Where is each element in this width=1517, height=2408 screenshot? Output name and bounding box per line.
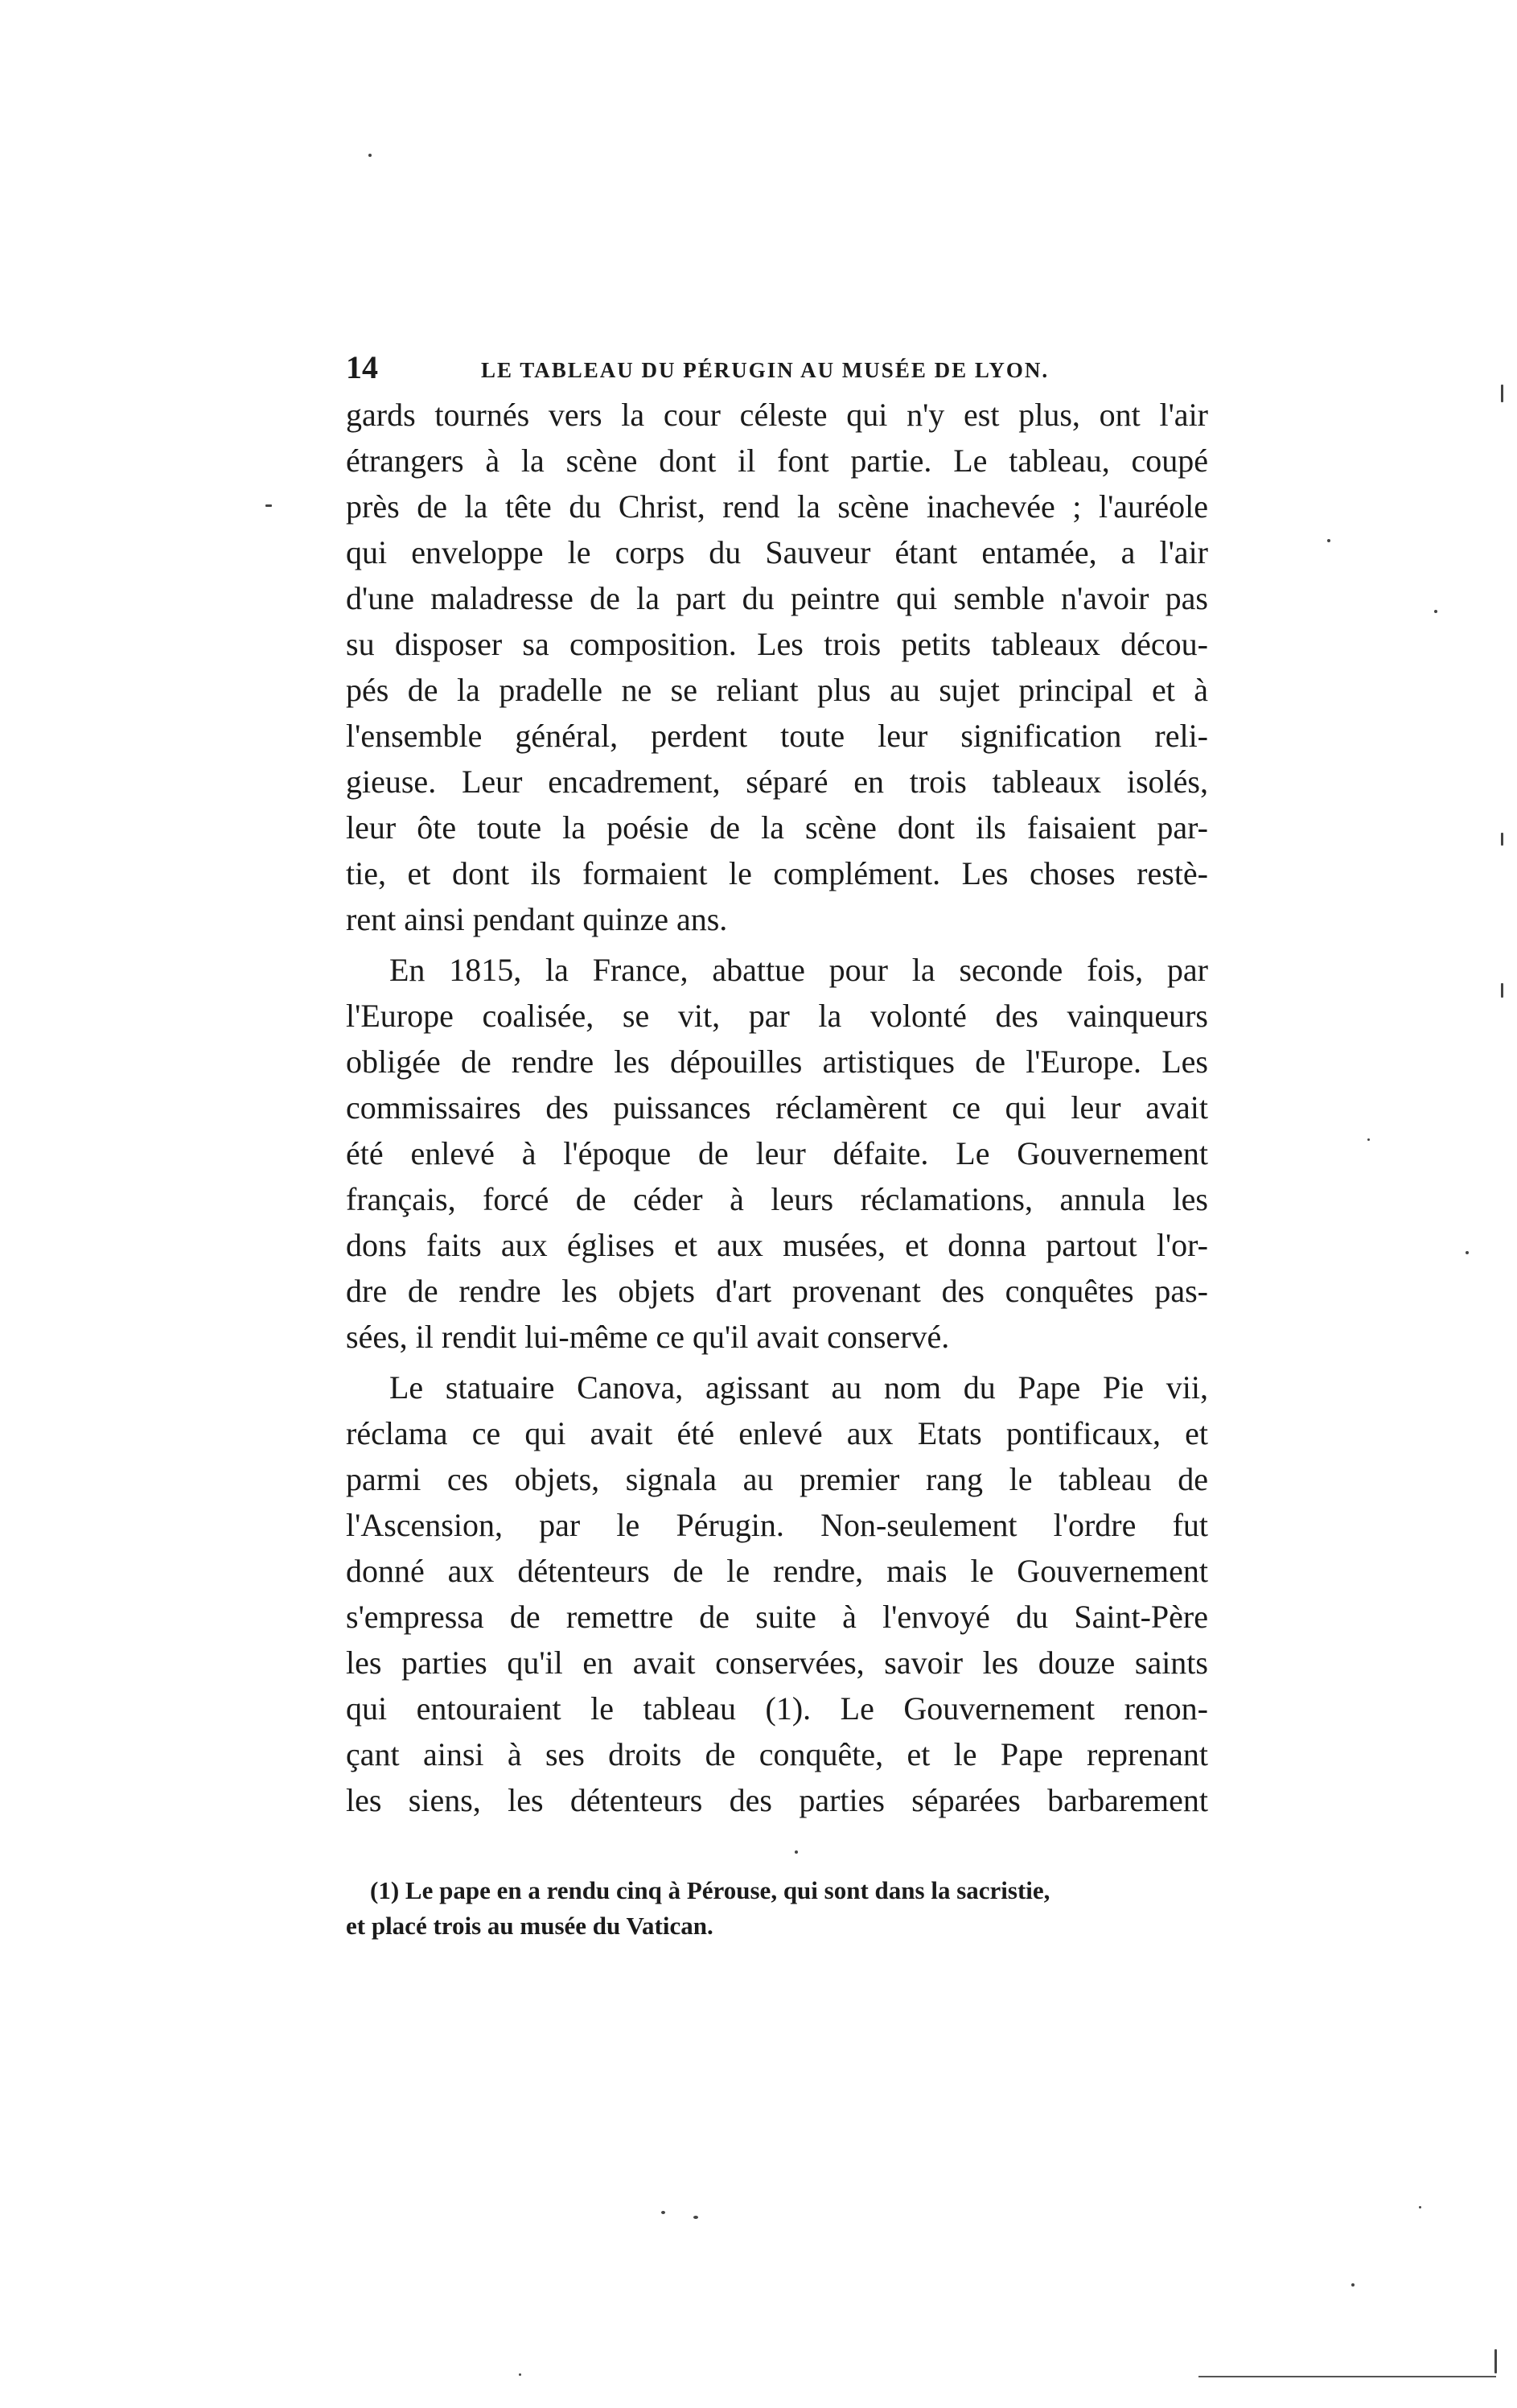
footnote-line: et placé trois au musée du Vatican.: [346, 1912, 713, 1940]
text-line: l'ensemble général, perdent toute leur signification reli-: [346, 718, 1208, 754]
scan-speck: [693, 2216, 698, 2219]
scan-speck: [1501, 385, 1503, 402]
running-header: [346, 349, 1215, 386]
footnote-line: (1) Le pape en a rendu cinq à Pérouse, qui sont dans la sacristie,: [370, 1876, 1050, 1904]
page-number: 14: [346, 349, 378, 385]
text-line: rent ainsi pendant quinze ans.: [346, 901, 728, 937]
text-line: commissaires des puissances réclamèrent ce qui leur avait: [346, 1089, 1208, 1126]
page-edge-line: [1198, 2376, 1496, 2377]
text-line: leur ôte toute la poésie de la scène dont ils faisaient par-: [346, 809, 1208, 846]
text-line: pés de la pradelle ne se reliant plus au sujet principal et à: [346, 672, 1208, 708]
text-line: su disposer sa composition. Les trois petits tableaux décou-: [346, 626, 1208, 662]
text-line: s'empressa de remettre de suite à l'envoyé du Saint-Père: [346, 1599, 1208, 1635]
scan-speck: [1327, 539, 1330, 542]
scan-speck: [1466, 1251, 1469, 1254]
text-line: les parties qu'il en avait conservées, savoir les douze saints: [346, 1644, 1208, 1681]
text-line: En 1815, la France, abattue pour la seconde fois, par: [389, 952, 1208, 988]
scan-speck: [265, 504, 272, 507]
scan-speck: [795, 1850, 798, 1854]
text-line: été enlevé à l'époque de leur défaite. Le Gouvernement: [346, 1135, 1208, 1171]
footnote: [346, 1873, 1207, 1944]
text-line: l'Europe coalisée, se vit, par la volonté des vainqueurs: [346, 998, 1208, 1034]
text-line: Le statuaire Canova, agissant au nom du Pape Pie vii,: [389, 1369, 1208, 1406]
text-line: près de la tête du Christ, rend la scène inachevée ; l'auréole: [346, 488, 1208, 525]
text-line: obligée de rendre les dépouilles artistiques de l'Europe. Les: [346, 1043, 1208, 1080]
text-line: réclama ce qui avait été enlevé aux Etats pontificaux, et: [346, 1415, 1208, 1451]
text-line: parmi ces objets, signala au premier rang le tableau de: [346, 1461, 1208, 1497]
text-line: qui enveloppe le corps du Sauveur étant entamée, a l'air: [346, 534, 1208, 570]
scan-speck: [1351, 2283, 1355, 2287]
scan-speck: [1434, 610, 1437, 613]
text-line: donné aux détenteurs de le rendre, mais le Gouvernement: [346, 1553, 1208, 1589]
text-line: l'Ascension, par le Pérugin. Non-seulement l'ordre fut: [346, 1507, 1208, 1543]
scan-speck: [1501, 833, 1503, 846]
text-line: les siens, les détenteurs des parties séparées barbarement: [346, 1782, 1208, 1818]
scan-speck: [1367, 1138, 1370, 1141]
scan-speck: [661, 2211, 665, 2214]
text-line: étrangers à la scène dont il font partie. Le tableau, coupé: [346, 442, 1208, 479]
text-line: gards tournés vers la cour céleste qui n'y est plus, ont l'air: [346, 397, 1208, 433]
text-line: qui entouraient le tableau (1). Le Gouvernement renon-: [346, 1690, 1208, 1727]
scan-speck: [1419, 2206, 1421, 2208]
text-line: çant ainsi à ses droits de conquête, et le Pape reprenant: [346, 1736, 1208, 1772]
body-text: [346, 392, 1208, 1823]
text-line: français, forcé de céder à leurs réclamations, annula les: [346, 1181, 1208, 1217]
text-line: d'une maladresse de la part du peintre qui semble n'avoir pas: [346, 580, 1208, 616]
scan-speck: [519, 2373, 521, 2376]
text-line: dons faits aux églises et aux musées, et donna partout l'or-: [346, 1227, 1208, 1263]
text-line: dre de rendre les objets d'art provenant des conquêtes pas-: [346, 1273, 1208, 1309]
running-title: LE TABLEAU DU PÉRUGIN AU MUSÉE DE LYON.: [481, 358, 1050, 382]
text-line: gieuse. Leur encadrement, séparé en trois tableaux isolés,: [346, 764, 1208, 800]
scan-speck: [368, 154, 372, 157]
scan-speck: [1501, 983, 1503, 998]
scan-speck: [1494, 2349, 1497, 2373]
text-line: tie, et dont ils formaient le complément. Les choses restè-: [346, 855, 1208, 891]
text-line: sées, il rendit lui-même ce qu'il avait conservé.: [346, 1319, 950, 1355]
